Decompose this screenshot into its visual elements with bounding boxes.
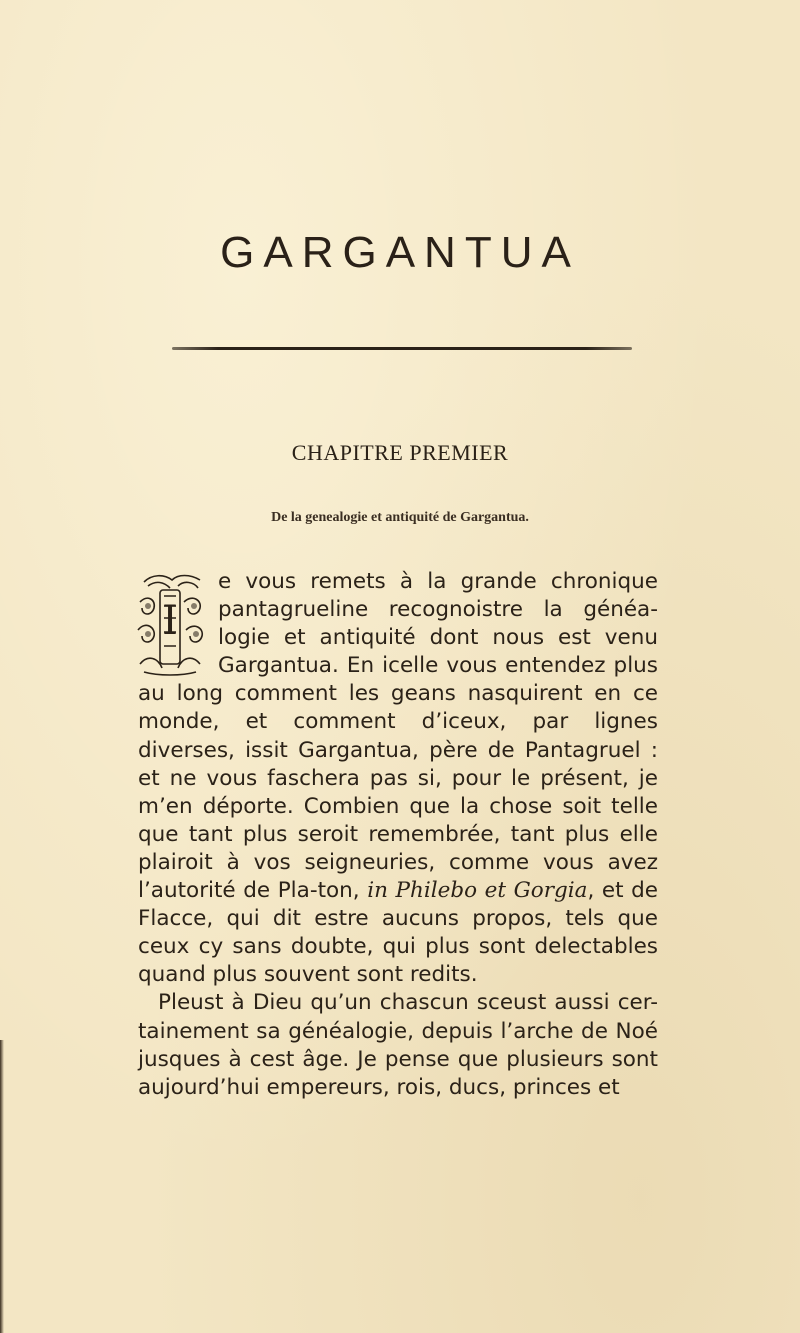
title-rule [172, 347, 632, 350]
chapter-body [138, 568, 658, 1102]
paragraph-1-text-a: e vous remets à la grande chronique pantagrueline recognoistre la généa-logie et antiquité dont nous est venu Gargantua. En icelle vous entendez plus au long comment les geans nasquirent en ce monde, et comment d’iceux, par lignes diverses, issit Gargantua, père de Pantagruel : et ne vous faschera pas si, pour le présent, je m’en déporte. Combien que la chose soit telle que tant plus seroit remembrée, tant plus elle plairoit à vos seigneuries, comme vous avez l’autorité de Pla-ton, [138, 569, 658, 904]
chapter-subtitle: De la genealogie et antiquité de Gargantua. [271, 510, 529, 525]
book-title: GARGANTUA [220, 228, 580, 277]
paragraph-2: Pleust à Dieu qu’un chascun sceust aussi cer-tainement sa généalogie, depuis l’arche de Noé jusques à cest âge. Je pense que plusieurs sont aujourd’hui empereurs, rois, ducs, princes et [138, 990, 658, 1100]
page-edge-shadow [0, 1040, 4, 1333]
chapter-heading: CHAPITRE PREMIER [291, 440, 509, 465]
ornamental-dropcap-icon [134, 572, 208, 676]
dropcap-letter: I [162, 598, 178, 644]
paragraph-1-text-b: , et de Flacce, qui dit estre aucuns propos, tels que ceux cy sans doubte, qui plus sont delectables quand plus souvent sont redits. [138, 878, 658, 988]
paragraph-1-italic: in Philebo et Gorgia [367, 878, 588, 904]
paragraph-1 [138, 568, 658, 989]
